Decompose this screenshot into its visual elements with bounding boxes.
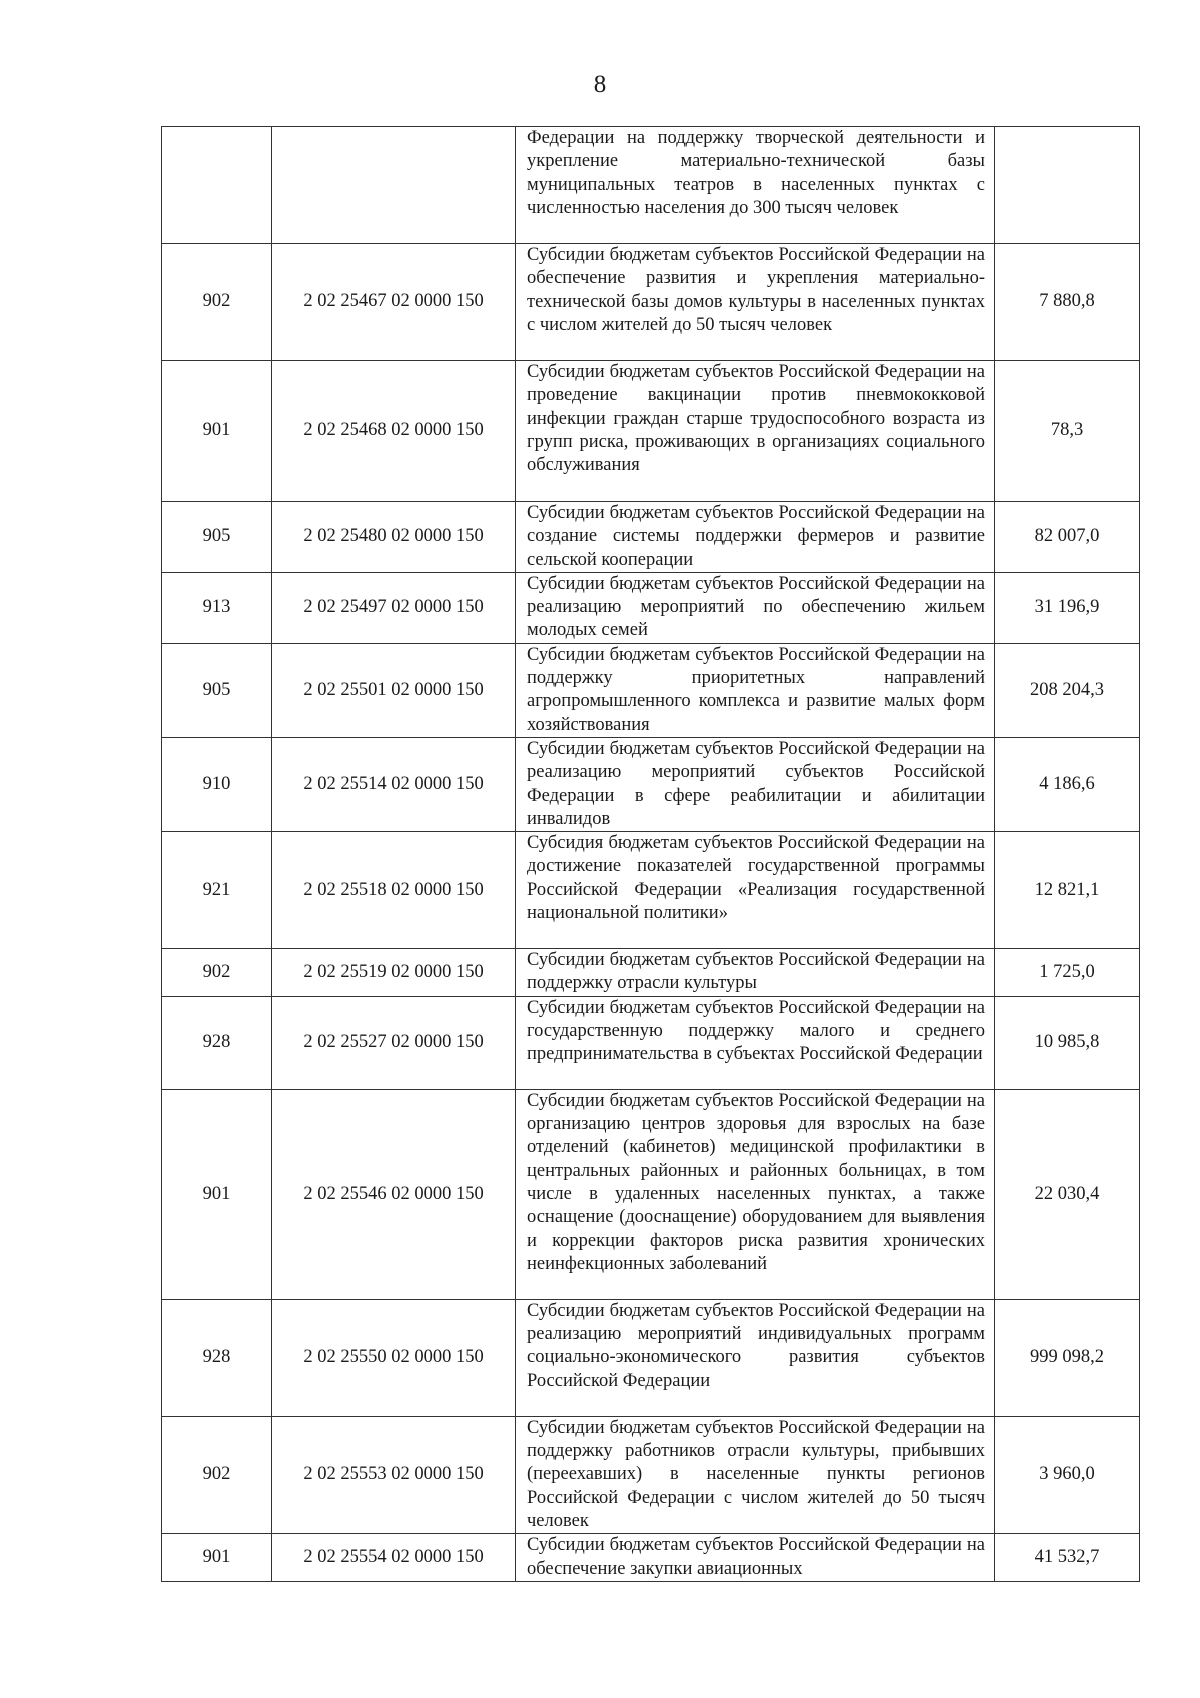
- page-number: 8: [593, 71, 607, 98]
- budget-code-cell: 2 02 25497 02 0000 150: [272, 572, 516, 643]
- amount-cell: 4 186,6: [995, 737, 1140, 831]
- amount-cell: [995, 127, 1140, 244]
- revenue-name-cell: Субсидии бюджетам субъектов Российской Федерации на поддержку отрасли культуры: [516, 949, 995, 997]
- table-row: [162, 502, 1140, 573]
- admin-code-cell: 902: [162, 1416, 272, 1533]
- amount-cell: 82 007,0: [995, 502, 1140, 573]
- budget-code-cell: 2 02 25514 02 0000 150: [272, 737, 516, 831]
- budget-code-cell: 2 02 25553 02 0000 150: [272, 1416, 516, 1533]
- table-row: [162, 244, 1140, 361]
- admin-code-cell: 910: [162, 737, 272, 831]
- budget-code-cell: [272, 127, 516, 244]
- amount-cell: 31 196,9: [995, 572, 1140, 643]
- revenue-name-cell: Субсидии бюджетам субъектов Российской Федерации на поддержку приоритетных направлений агропромышленного комплекса и развитие малых форм хозяйствования: [516, 643, 995, 737]
- table-row: [162, 1534, 1140, 1582]
- admin-code-cell: 928: [162, 996, 272, 1089]
- amount-cell: 999 098,2: [995, 1299, 1140, 1416]
- budget-code-cell: 2 02 25554 02 0000 150: [272, 1534, 516, 1582]
- amount-cell: 78,3: [995, 361, 1140, 502]
- budget-code-cell: 2 02 25468 02 0000 150: [272, 361, 516, 502]
- revenue-name-cell: Субсидии бюджетам субъектов Российской Федерации на реализацию мероприятий индивидуальных программ социально-экономического развития субъектов Российской Федерации: [516, 1299, 995, 1416]
- admin-code-cell: 905: [162, 502, 272, 573]
- amount-cell: 3 960,0: [995, 1416, 1140, 1533]
- amount-cell: 12 821,1: [995, 832, 1140, 949]
- budget-code-cell: 2 02 25527 02 0000 150: [272, 996, 516, 1089]
- revenue-name-cell: Федерации на поддержку творческой деятельности и укрепление материально-технической базы муниципальных театров в населенных пунктах с численностью населения до 300 тысяч человек: [516, 127, 995, 244]
- table-body: [162, 127, 1140, 1582]
- revenue-name-cell: Субсидии бюджетам субъектов Российской Федерации на реализацию мероприятий по обеспечению жильем молодых семей: [516, 572, 995, 643]
- admin-code-cell: 921: [162, 832, 272, 949]
- admin-code-cell: [162, 127, 272, 244]
- budget-code-cell: 2 02 25467 02 0000 150: [272, 244, 516, 361]
- revenue-name-cell: Субсидии бюджетам субъектов Российской Федерации на реализацию мероприятий субъектов Российской Федерации в сфере реабилитации и абилитации инвалидов: [516, 737, 995, 831]
- revenue-name-cell: Субсидии бюджетам субъектов Российской Федерации на обеспечение развития и укрепления материально-технической базы домов культуры в населенных пунктах с числом жителей до 50 тысяч человек: [516, 244, 995, 361]
- amount-cell: 41 532,7: [995, 1534, 1140, 1582]
- amount-cell: 10 985,8: [995, 996, 1140, 1089]
- revenue-name-cell: Субсидия бюджетам субъектов Российской Федерации на достижение показателей государственной программы Российской Федерации «Реализация государственной национальной политики»: [516, 832, 995, 949]
- admin-code-cell: 902: [162, 244, 272, 361]
- amount-cell: 7 880,8: [995, 244, 1140, 361]
- table-row: [162, 361, 1140, 502]
- table-row: [162, 1416, 1140, 1533]
- revenue-name-cell: Субсидии бюджетам субъектов Российской Федерации на поддержку работников отрасли культуры, прибывших (переехавших) в населенные пункты регионов Российской Федерации с числом жителей до 50 тысяч человек: [516, 1416, 995, 1533]
- admin-code-cell: 928: [162, 1299, 272, 1416]
- admin-code-cell: 913: [162, 572, 272, 643]
- revenue-name-cell: Субсидии бюджетам субъектов Российской Федерации на создание системы поддержки фермеров и развитие сельской кооперации: [516, 502, 995, 573]
- admin-code-cell: 902: [162, 949, 272, 997]
- amount-cell: 1 725,0: [995, 949, 1140, 997]
- admin-code-cell: 901: [162, 1089, 272, 1299]
- table-row: [162, 643, 1140, 737]
- table-row: [162, 1299, 1140, 1416]
- revenue-name-cell: Субсидии бюджетам субъектов Российской Федерации на государственную поддержку малого и среднего предпринимательства в субъектах Российской Федерации: [516, 996, 995, 1089]
- budget-code-cell: 2 02 25518 02 0000 150: [272, 832, 516, 949]
- admin-code-cell: 901: [162, 361, 272, 502]
- amount-cell: 208 204,3: [995, 643, 1140, 737]
- table-row: [162, 1089, 1140, 1299]
- amount-cell: 22 030,4: [995, 1089, 1140, 1299]
- budget-code-cell: 2 02 25550 02 0000 150: [272, 1299, 516, 1416]
- revenue-table: [161, 126, 1140, 1582]
- table-row: [162, 737, 1140, 831]
- table-row: [162, 996, 1140, 1089]
- table-row: [162, 127, 1140, 244]
- revenue-name-cell: Субсидии бюджетам субъектов Российской Федерации на проведение вакцинации против пневмококковой инфекции граждан старше трудоспособного возраста из групп риска, проживающих в организациях социального обслуживания: [516, 361, 995, 502]
- table-row: [162, 949, 1140, 997]
- budget-code-cell: 2 02 25546 02 0000 150: [272, 1089, 516, 1299]
- table-row: [162, 832, 1140, 949]
- budget-code-cell: 2 02 25519 02 0000 150: [272, 949, 516, 997]
- budget-code-cell: 2 02 25501 02 0000 150: [272, 643, 516, 737]
- revenue-name-cell: Субсидии бюджетам субъектов Российской Федерации на организацию центров здоровья для взрослых на базе отделений (кабинетов) медицинской профилактики в центральных районных и районных больницах, в том числе в удаленных населенных пунктах, а также оснащение (дооснащение) оборудованием для выявления и коррекции факторов риска развития хронических неинфекционных заболеваний: [516, 1089, 995, 1299]
- budget-code-cell: 2 02 25480 02 0000 150: [272, 502, 516, 573]
- table-row: [162, 572, 1140, 643]
- admin-code-cell: 905: [162, 643, 272, 737]
- admin-code-cell: 901: [162, 1534, 272, 1582]
- revenue-name-cell: Субсидии бюджетам субъектов Российской Федерации на обеспечение закупки авиационных: [516, 1534, 995, 1582]
